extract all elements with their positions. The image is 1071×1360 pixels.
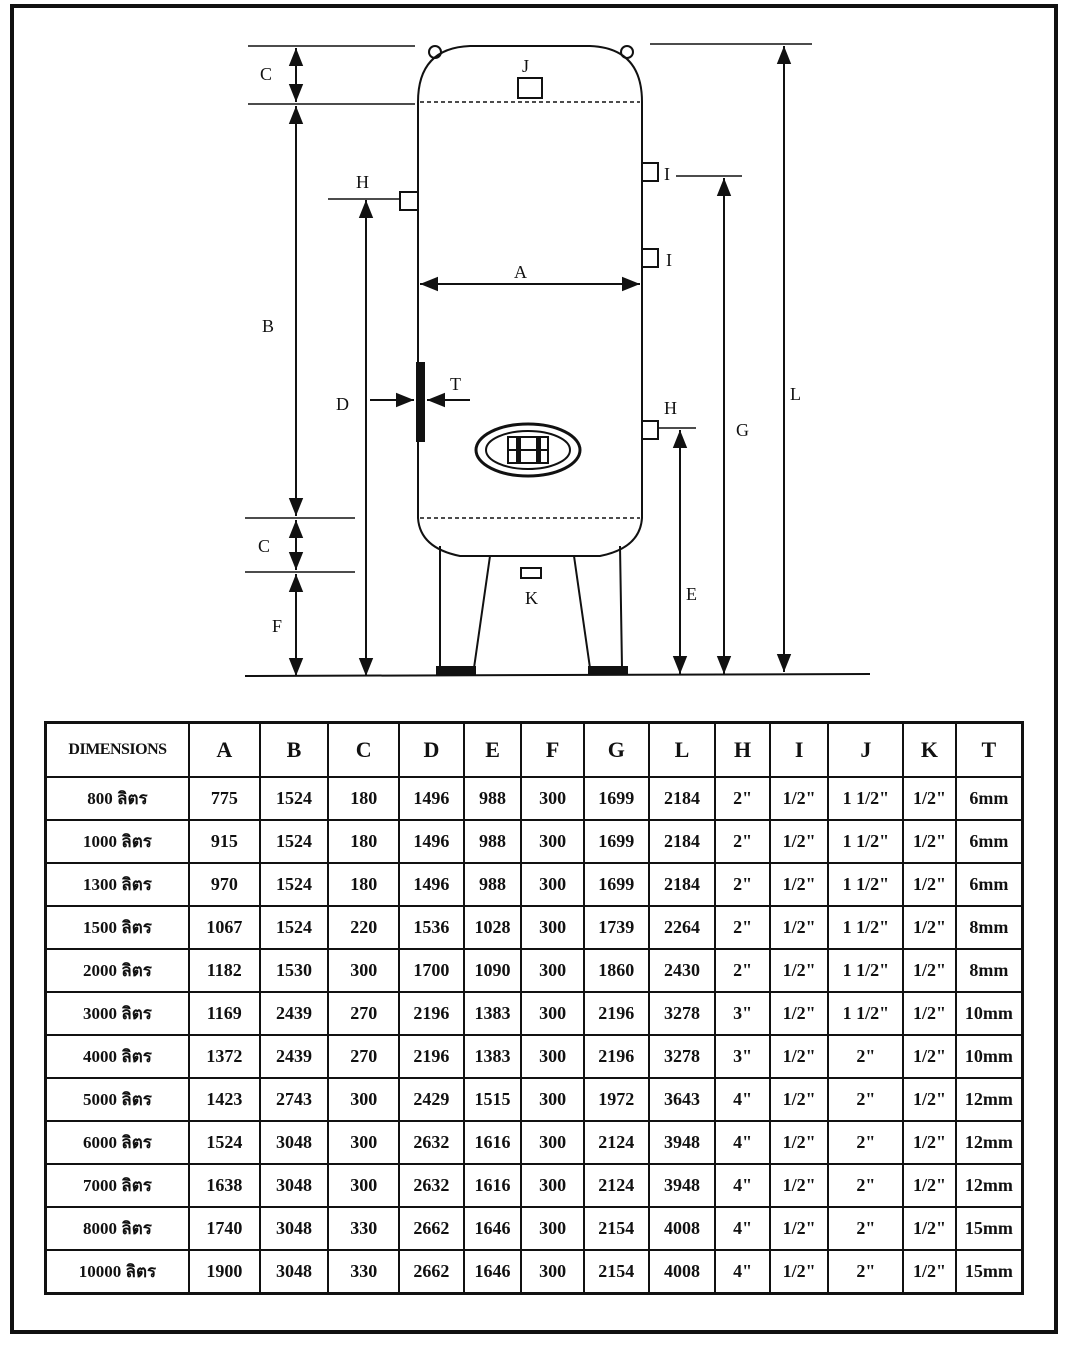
table-cell: 1028 [464,906,522,949]
table-cell: 12mm [956,1121,1023,1164]
column-header: I [770,723,829,778]
table-row [46,1078,1023,1121]
table-cell: 1536 [399,906,464,949]
table-cell: 2184 [649,863,716,906]
nozzle-h-right [642,421,658,439]
table-cell: 4008 [649,1207,716,1250]
table-cell: 1/2" [903,1078,956,1121]
label-i-top: I [664,164,670,184]
table-cell: 1/2" [903,1250,956,1294]
table-cell: 4008 [649,1250,716,1294]
table-cell: 1/2" [903,863,956,906]
table-cell: 988 [464,777,522,820]
table-cell: 2662 [399,1207,464,1250]
label-c-bottom: C [258,536,271,556]
table-cell: 1383 [464,1035,522,1078]
table-cell: 1/2" [770,906,829,949]
table-cell: 1740 [189,1207,260,1250]
table-cell: 2" [715,906,770,949]
table-cell: 1 1/2" [828,820,903,863]
table-cell: 4" [715,1250,770,1294]
table-cell: 3948 [649,1121,716,1164]
label-l: L [790,384,801,404]
table-cell: 2632 [399,1164,464,1207]
table-row [46,906,1023,949]
table-cell: 12mm [956,1164,1023,1207]
table-cell: 1383 [464,992,522,1035]
table-cell: 1/2" [903,906,956,949]
table-cell: 6mm [956,820,1023,863]
table-cell: 4" [715,1078,770,1121]
table-cell: 1699 [584,863,649,906]
table-cell: 270 [328,1035,399,1078]
table-cell: 1/2" [770,949,829,992]
table-cell: 1/2" [770,820,829,863]
column-header: DIMENSIONS [46,723,189,778]
table-cell: 1/2" [903,1035,956,1078]
table-cell: 1515 [464,1078,522,1121]
column-header: F [521,723,584,778]
table-cell: 1/2" [903,1164,956,1207]
table-cell: 1/2" [903,992,956,1035]
table-cell: 1/2" [770,1121,829,1164]
table-cell: 2" [715,820,770,863]
table-cell: 1 1/2" [828,906,903,949]
table-cell: 2" [828,1207,903,1250]
table-cell: 1524 [260,777,329,820]
column-header: L [649,723,716,778]
table-cell: 3" [715,1035,770,1078]
table-cell: 300 [521,1250,584,1294]
column-header: D [399,723,464,778]
table-cell: 3643 [649,1078,716,1121]
table-cell: 180 [328,777,399,820]
table-cell: 300 [521,1164,584,1207]
column-header: A [189,723,260,778]
table-cell: 1496 [399,820,464,863]
table-cell: 2743 [260,1078,329,1121]
table-cell: 1524 [260,820,329,863]
table-cell: 1700 [399,949,464,992]
table-cell: 300 [521,949,584,992]
row-label-cell: 4000 ลิตร [46,1035,189,1078]
ground-line [245,674,870,676]
table-cell: 4" [715,1164,770,1207]
table-row [46,1250,1023,1294]
table-cell: 2" [715,863,770,906]
table-cell: 3278 [649,992,716,1035]
table-cell: 1524 [189,1121,260,1164]
table-cell: 2154 [584,1250,649,1294]
table-cell: 1/2" [770,1207,829,1250]
table-cell: 2124 [584,1164,649,1207]
row-label-cell: 800 ลิตร [46,777,189,820]
table-row [46,1121,1023,1164]
table-cell: 15mm [956,1207,1023,1250]
table-cell: 2" [715,777,770,820]
table-cell: 2124 [584,1121,649,1164]
table-cell: 988 [464,820,522,863]
column-header: B [260,723,329,778]
table-cell: 775 [189,777,260,820]
table-row [46,1164,1023,1207]
label-f: F [272,616,283,636]
sight-plate-t [416,362,425,442]
table-cell: 1/2" [770,1035,829,1078]
table-cell: 3048 [260,1121,329,1164]
table-cell: 1/2" [903,949,956,992]
table-cell: 1496 [399,777,464,820]
table-cell: 915 [189,820,260,863]
row-label-cell: 5000 ลิตร [46,1078,189,1121]
table-cell: 1/2" [770,1164,829,1207]
row-label-cell: 3000 ลิตร [46,992,189,1035]
nozzle-i-mid [642,249,658,267]
table-cell: 2" [828,1035,903,1078]
table-cell: 988 [464,863,522,906]
table-row [46,863,1023,906]
table-cell: 2154 [584,1207,649,1250]
row-label-cell: 6000 ลิตร [46,1121,189,1164]
table-cell: 1/2" [770,1078,829,1121]
manhole-emblem [476,424,580,476]
table-cell: 2196 [399,992,464,1035]
table-cell: 2" [828,1121,903,1164]
table-cell: 3" [715,992,770,1035]
table-cell: 1/2" [770,863,829,906]
label-c-top: C [260,64,273,84]
column-header: K [903,723,956,778]
table-cell: 1860 [584,949,649,992]
table-cell: 2" [828,1164,903,1207]
nozzle-h-left [400,192,418,210]
table-cell: 2196 [399,1035,464,1078]
table-cell: 1699 [584,820,649,863]
table-cell: 330 [328,1207,399,1250]
nozzle-j [518,78,542,98]
foot-right [588,666,628,675]
row-label-cell: 10000 ลิตร [46,1250,189,1294]
table-cell: 270 [328,992,399,1035]
label-k: K [525,588,538,608]
column-header: E [464,723,522,778]
table-cell: 12mm [956,1078,1023,1121]
table-cell: 1169 [189,992,260,1035]
table-cell: 1638 [189,1164,260,1207]
label-h-right: H [664,398,677,418]
foot-left [436,666,476,675]
table-cell: 3278 [649,1035,716,1078]
table-cell: 970 [189,863,260,906]
leg-left [440,546,490,668]
table-cell: 2632 [399,1121,464,1164]
table-cell: 300 [521,906,584,949]
table-cell: 3048 [260,1207,329,1250]
dimensions-table [44,721,1024,1295]
table-cell: 10mm [956,992,1023,1035]
table-cell: 2429 [399,1078,464,1121]
label-e: E [686,584,697,604]
table-cell: 1739 [584,906,649,949]
table-cell: 300 [521,1035,584,1078]
table-cell: 1/2" [770,777,829,820]
row-label-cell: 7000 ลิตร [46,1164,189,1207]
table-cell: 300 [521,1207,584,1250]
table-cell: 1646 [464,1207,522,1250]
label-g: G [736,420,749,440]
table-cell: 1972 [584,1078,649,1121]
table-cell: 300 [328,1164,399,1207]
table-row [46,1035,1023,1078]
table-cell: 1524 [260,906,329,949]
table-cell: 300 [521,863,584,906]
table-cell: 3948 [649,1164,716,1207]
table-cell: 4" [715,1207,770,1250]
column-header: H [715,723,770,778]
table-cell: 3048 [260,1250,329,1294]
table-cell: 1067 [189,906,260,949]
leg-right [574,546,622,668]
table-cell: 1646 [464,1250,522,1294]
table-cell: 2439 [260,1035,329,1078]
table-cell: 330 [328,1250,399,1294]
table-cell: 1616 [464,1121,522,1164]
row-label-cell: 8000 ลิตร [46,1207,189,1250]
label-t: T [450,374,461,394]
table-cell: 300 [521,777,584,820]
label-j: J [522,56,530,76]
table-cell: 1423 [189,1078,260,1121]
table-cell: 2196 [584,1035,649,1078]
label-i-mid: I [666,250,672,270]
row-label-cell: 1500 ลิตร [46,906,189,949]
table-cell: 10mm [956,1035,1023,1078]
table-cell: 2196 [584,992,649,1035]
table-cell: 2" [715,949,770,992]
table-cell: 1524 [260,863,329,906]
table-cell: 1/2" [903,1121,956,1164]
label-b: B [262,316,275,336]
table-row [46,777,1023,820]
table-cell: 1182 [189,949,260,992]
lifting-lug-right [621,46,633,58]
table-row [46,820,1023,863]
column-header: C [328,723,399,778]
table-cell: 15mm [956,1250,1023,1294]
table-cell: 1530 [260,949,329,992]
table-cell: 2184 [649,820,716,863]
table-cell: 300 [521,820,584,863]
table-cell: 2439 [260,992,329,1035]
table-cell: 2" [828,1250,903,1294]
table-cell: 6mm [956,863,1023,906]
label-h-left: H [356,172,369,192]
table-cell: 1900 [189,1250,260,1294]
table-cell: 2264 [649,906,716,949]
table-cell: 1 1/2" [828,777,903,820]
table-cell: 1616 [464,1164,522,1207]
table-cell: 2" [828,1078,903,1121]
table-row [46,992,1023,1035]
table-cell: 1496 [399,863,464,906]
table-cell: 3048 [260,1164,329,1207]
nozzle-i-top [642,163,658,181]
table-cell: 2662 [399,1250,464,1294]
table-cell: 1/2" [903,777,956,820]
table-cell: 8mm [956,949,1023,992]
table-cell: 300 [521,1121,584,1164]
table-cell: 6mm [956,777,1023,820]
label-a: A [514,262,527,282]
table-cell: 4" [715,1121,770,1164]
table-cell: 2430 [649,949,716,992]
table-cell: 1 1/2" [828,863,903,906]
table-cell: 1372 [189,1035,260,1078]
table-cell: 300 [328,1078,399,1121]
column-header: G [584,723,649,778]
table-cell: 1/2" [770,992,829,1035]
table-cell: 300 [328,949,399,992]
table-cell: 1/2" [903,820,956,863]
row-label-cell: 1300 ลิตร [46,863,189,906]
table-cell: 8mm [956,906,1023,949]
table-cell: 1 1/2" [828,992,903,1035]
row-label-cell: 1000 ลิตร [46,820,189,863]
nozzle-k [521,568,541,578]
table-header-row [46,723,1023,778]
table-cell: 1699 [584,777,649,820]
table-cell: 300 [521,992,584,1035]
table-cell: 220 [328,906,399,949]
table-cell: 2184 [649,777,716,820]
table-cell: 1090 [464,949,522,992]
label-d: D [336,394,349,414]
table-cell: 300 [521,1078,584,1121]
table-row [46,1207,1023,1250]
table-cell: 300 [328,1121,399,1164]
table-cell: 1/2" [903,1207,956,1250]
row-label-cell: 2000 ลิตร [46,949,189,992]
column-header: J [828,723,903,778]
tank-outline [418,46,642,556]
column-header: T [956,723,1023,778]
table-cell: 1/2" [770,1250,829,1294]
table-cell: 180 [328,863,399,906]
table-cell: 1 1/2" [828,949,903,992]
table-cell: 180 [328,820,399,863]
table-row [46,949,1023,992]
